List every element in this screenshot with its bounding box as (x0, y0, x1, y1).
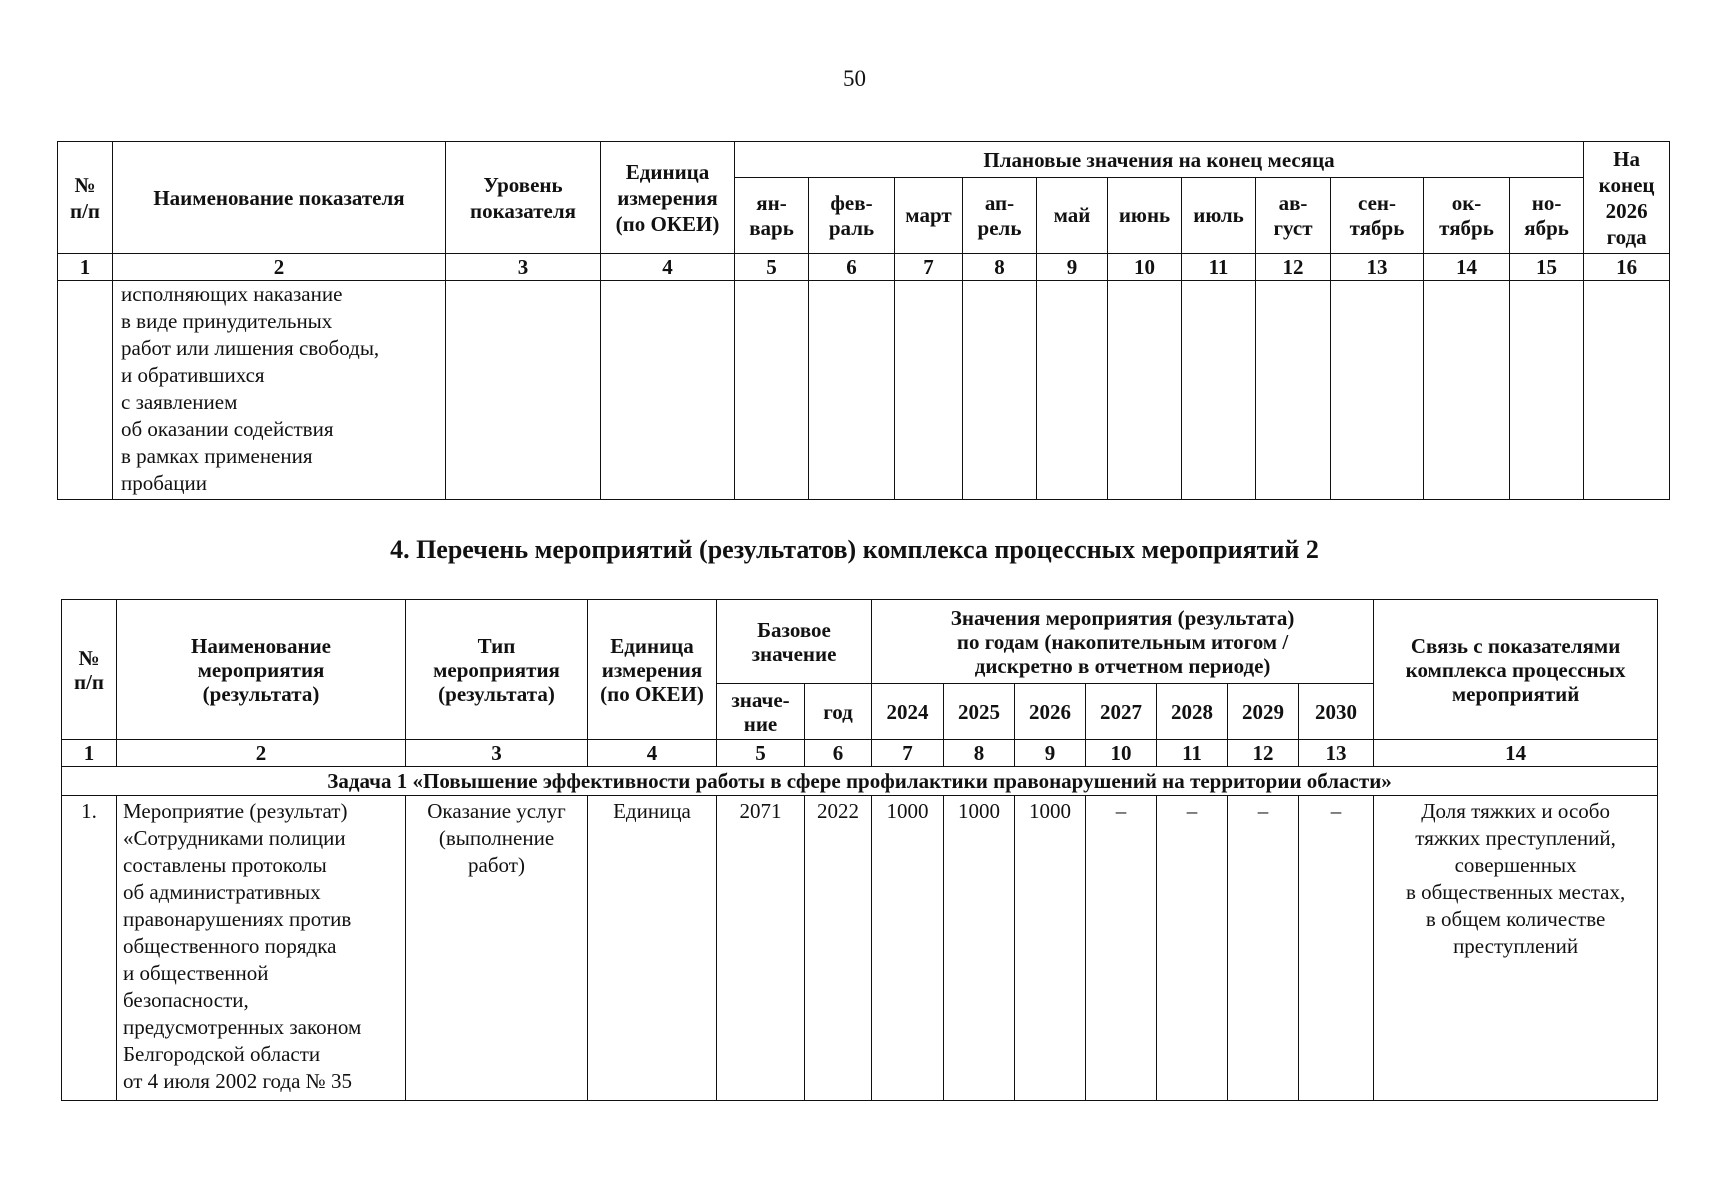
linked-indicator: Доля тяжких и особо тяжких преступлений, совершенных в общественных местах, в общем количестве преступлений (1374, 796, 1658, 1101)
month-header: июль (1182, 178, 1256, 254)
column-number: 4 (588, 740, 717, 767)
column-number: 7 (872, 740, 944, 767)
column-number: 5 (717, 740, 805, 767)
column-number: 2 (113, 254, 446, 281)
month-header: март (895, 178, 963, 254)
column-number: 3 (406, 740, 588, 767)
table-cell (1510, 281, 1584, 500)
month-header: май (1037, 178, 1108, 254)
column-number: 8 (963, 254, 1037, 281)
year-value: 1000 (1015, 796, 1086, 1101)
col-header-unit: Единица измерения (по ОКЕИ) (588, 600, 717, 740)
table-cell (809, 281, 895, 500)
column-number: 12 (1256, 254, 1331, 281)
month-header: ап- рель (963, 178, 1037, 254)
col-header-year-end: На конец 2026 года (1584, 142, 1670, 254)
year-value: 1000 (944, 796, 1015, 1101)
table-cell (1584, 281, 1670, 500)
col-header-base: Базовое значение (717, 600, 872, 684)
year-header: 2024 (872, 684, 944, 740)
column-number: 12 (1228, 740, 1299, 767)
table-cell (895, 281, 963, 500)
column-number: 14 (1424, 254, 1510, 281)
base-year: 2022 (805, 796, 872, 1101)
table-cell (1108, 281, 1182, 500)
column-number: 4 (601, 254, 735, 281)
column-number: 10 (1086, 740, 1157, 767)
col-header-link: Связь с показателями комплекса процессных мероприятий (1374, 600, 1658, 740)
month-header: сен- тябрь (1331, 178, 1424, 254)
column-number: 14 (1374, 740, 1658, 767)
column-number: 13 (1331, 254, 1424, 281)
col-header-name: Наименование показателя (113, 142, 446, 254)
activity-type: Оказание услуг (выполнение работ) (406, 796, 588, 1101)
column-number: 7 (895, 254, 963, 281)
col-header-values: Значения мероприятия (результата) по годам (накопительным итогом / дискретно в отчетном периоде) (872, 600, 1374, 684)
column-number: 1 (58, 254, 113, 281)
year-header: 2028 (1157, 684, 1228, 740)
col-header-planned: Плановые значения на конец месяца (735, 142, 1584, 178)
year-header: 2027 (1086, 684, 1157, 740)
month-header: ян- варь (735, 178, 809, 254)
col-header-level: Уровень показателя (446, 142, 601, 254)
year-value: – (1086, 796, 1157, 1101)
column-number: 9 (1015, 740, 1086, 767)
column-number: 8 (944, 740, 1015, 767)
activities-table (61, 599, 1658, 1101)
month-header: фев- раль (809, 178, 895, 254)
year-value: – (1157, 796, 1228, 1101)
table-cell (58, 281, 113, 500)
col-header-name: Наименование мероприятия (результата) (117, 600, 406, 740)
year-header: 2029 (1228, 684, 1299, 740)
column-number: 13 (1299, 740, 1374, 767)
column-number: 11 (1182, 254, 1256, 281)
base-value: 2071 (717, 796, 805, 1101)
year-header: 2030 (1299, 684, 1374, 740)
table-cell (735, 281, 809, 500)
col-header-base-year: год (805, 684, 872, 740)
activity-unit: Единица (588, 796, 717, 1101)
indicator-name: исполняющих наказание в виде принудительных работ или лишения свободы, и обратившихся с заявлением об оказании содействия в рамках применения пробации (113, 281, 446, 500)
year-value: – (1228, 796, 1299, 1101)
col-header-type: Тип мероприятия (результата) (406, 600, 588, 740)
column-number: 10 (1108, 254, 1182, 281)
column-number: 11 (1157, 740, 1228, 767)
column-number: 9 (1037, 254, 1108, 281)
table-cell (446, 281, 601, 500)
column-number: 1 (62, 740, 117, 767)
column-number: 15 (1510, 254, 1584, 281)
month-header: июнь (1108, 178, 1182, 254)
row-number: 1. (62, 796, 117, 1101)
table-cell (1424, 281, 1510, 500)
month-header: ок- тябрь (1424, 178, 1510, 254)
column-number: 3 (446, 254, 601, 281)
table-row (62, 796, 1658, 1101)
column-number: 5 (735, 254, 809, 281)
table-row (58, 281, 1670, 500)
column-number: 6 (805, 740, 872, 767)
col-header-unit: Единица измерения (по ОКЕИ) (601, 142, 735, 254)
table-cell (1256, 281, 1331, 500)
task-heading: Задача 1 «Повышение эффективности работы в сфере профилактики правонарушений на территории области» (62, 767, 1658, 796)
table-cell (1037, 281, 1108, 500)
table-cell (601, 281, 735, 500)
column-number: 2 (117, 740, 406, 767)
year-header: 2025 (944, 684, 1015, 740)
activity-name: Мероприятие (результат) «Сотрудниками полиции составлены протоколы об административных правонарушениях против общественного порядка и общественной безопасности, предусмотренных законом Белгородской области от 4 июля 2002 года № 35 (117, 796, 406, 1101)
col-header-num: № п/п (58, 142, 113, 254)
table-cell (1182, 281, 1256, 500)
page-number: 50 (843, 66, 866, 91)
col-header-num: № п/п (62, 600, 117, 740)
column-number: 6 (809, 254, 895, 281)
table-cell (963, 281, 1037, 500)
indicators-table (57, 141, 1670, 500)
col-header-base-value: значе- ние (717, 684, 805, 740)
column-number: 16 (1584, 254, 1670, 281)
table-cell (1331, 281, 1424, 500)
month-header: ав- густ (1256, 178, 1331, 254)
year-header: 2026 (1015, 684, 1086, 740)
section-title: 4. Перечень мероприятий (результатов) комплекса процессных мероприятий 2 (390, 535, 1319, 564)
year-value: – (1299, 796, 1374, 1101)
year-value: 1000 (872, 796, 944, 1101)
month-header: но- ябрь (1510, 178, 1584, 254)
